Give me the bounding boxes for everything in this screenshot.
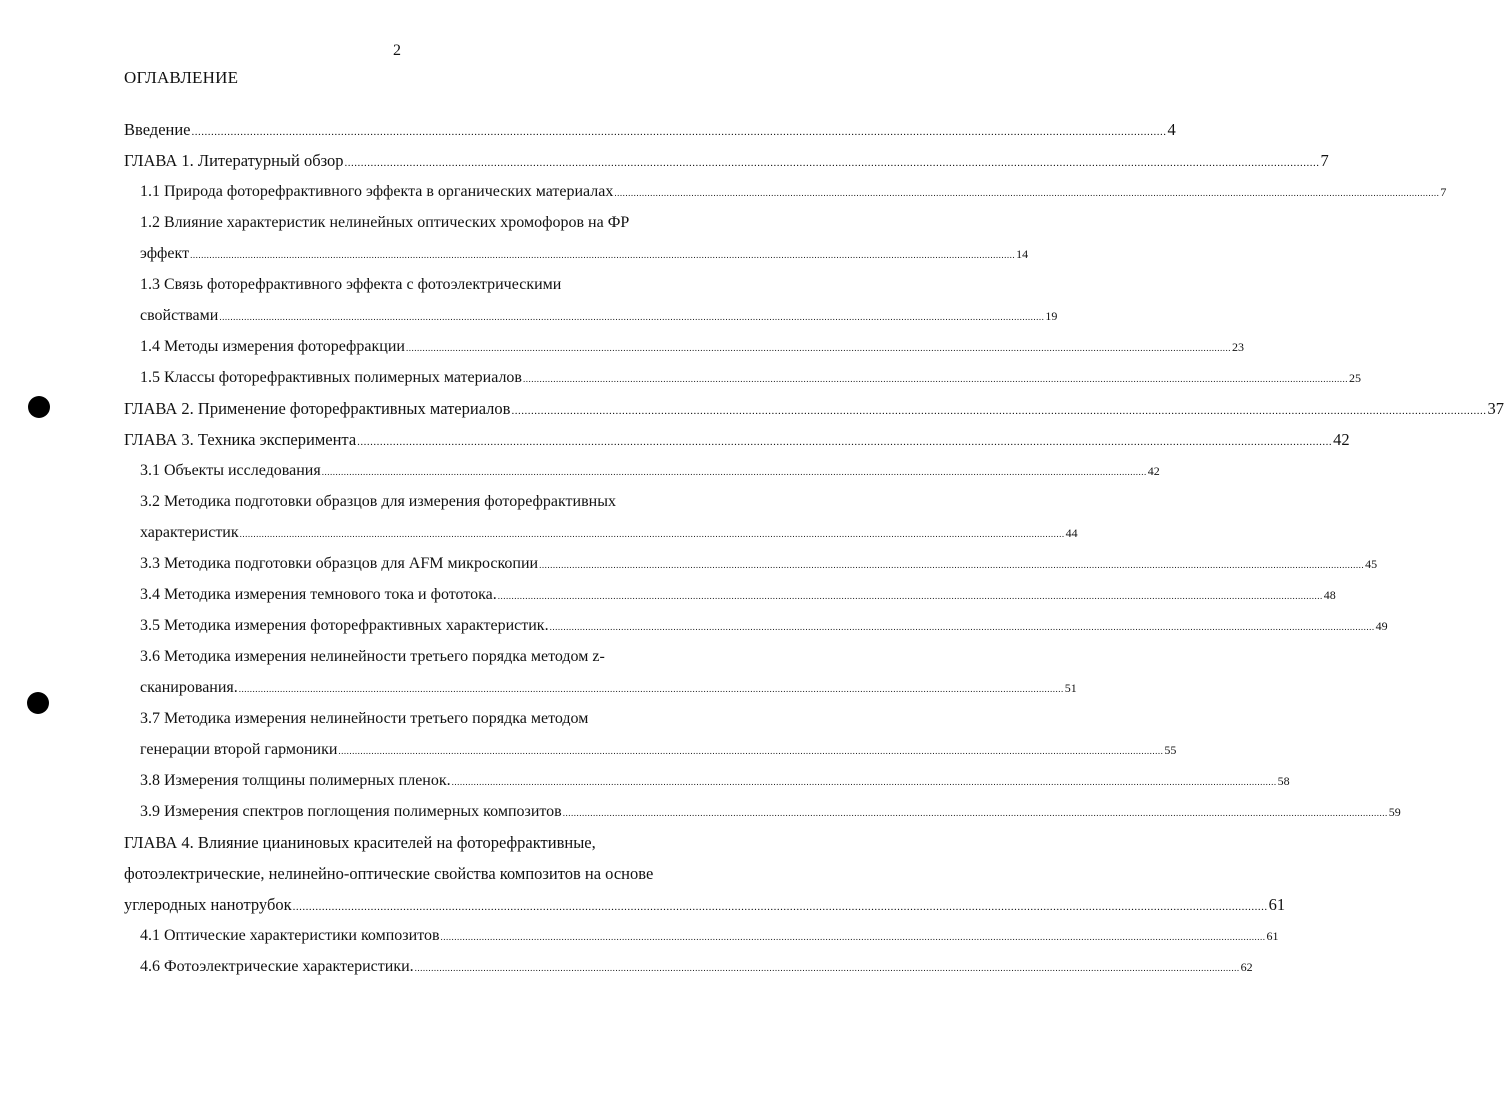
- toc-entry-section-1-4[interactable]: [0, 331, 1244, 362]
- toc-entry-title: 3.4 Методика измерения темнового тока и фототока.: [140, 586, 497, 603]
- table-of-contents: [0, 114, 1504, 982]
- toc-entry-page: 61: [1266, 929, 1279, 943]
- toc-entry-page: 58: [1277, 774, 1290, 788]
- page-number: 2: [393, 42, 401, 59]
- toc-entry-title-continued: характеристик: [140, 524, 239, 541]
- dot-leader: ............................................................................................................................................................................................................................................................................................................: [614, 188, 1440, 198]
- toc-entry-section-3-6[interactable]: [0, 641, 1077, 703]
- dot-leader: ............................................................................................................................................................................................................................................................................................................: [191, 126, 1167, 138]
- toc-entry-title: 4.6 Фотоэлектрические характеристики.: [140, 958, 414, 975]
- toc-entry-section-1-1[interactable]: [0, 176, 1447, 207]
- toc-entry-title: 4.1 Оптические характеристики композитов: [140, 927, 440, 944]
- toc-entry-title-continued: эффект: [140, 245, 190, 262]
- punch-hole: [27, 692, 49, 714]
- dot-leader: ............................................................................................................................................................................................................................................................................................................: [239, 529, 1065, 539]
- dot-leader: ............................................................................................................................................................................................................................................................................................................: [451, 777, 1277, 787]
- toc-entry-page: 37: [1487, 399, 1504, 418]
- toc-entry-section-3-3[interactable]: [0, 548, 1378, 579]
- toc-entry-title-continued: свойствами: [140, 307, 219, 324]
- dot-leader: ............................................................................................................................................................................................................................................................................................................: [414, 963, 1240, 973]
- toc-entry-section-1-2[interactable]: [0, 207, 1029, 269]
- toc-entry-section-3-5[interactable]: [0, 610, 1388, 641]
- dot-leader: ............................................................................................................................................................................................................................................................................................................: [238, 684, 1064, 694]
- dot-leader: ............................................................................................................................................................................................................................................................................................................: [539, 560, 1365, 570]
- toc-entry-title: ГЛАВА 1. Литературный обзор: [124, 151, 344, 170]
- toc-entry-section-3-1[interactable]: [0, 455, 1160, 486]
- toc-entry-title: 1.4 Методы измерения фоторефракции: [140, 338, 405, 355]
- toc-entry-section-3-9[interactable]: [0, 796, 1401, 827]
- toc-entry-title: ГЛАВА 4. Влияние цианиновых красителей на фоторефрактивные,: [124, 833, 596, 852]
- toc-entry-page: 45: [1365, 557, 1378, 571]
- toc-entry-page: 49: [1375, 619, 1388, 633]
- toc-entry-page: 7: [1440, 185, 1447, 199]
- toc-entry-page: 14: [1016, 247, 1029, 261]
- page-title: ОГЛАВЛЕНИЕ: [124, 68, 239, 87]
- toc-entry-section-3-2[interactable]: [0, 486, 1078, 548]
- toc-entry-page: 62: [1240, 960, 1253, 974]
- toc-entry-section-1-3[interactable]: [0, 269, 1058, 331]
- toc-entry-title-continued: углеродных нанотрубок: [124, 895, 292, 914]
- toc-entry-section-1-5[interactable]: [0, 362, 1361, 393]
- toc-entry-section-4-1[interactable]: [0, 920, 1279, 951]
- toc-entry-title: ГЛАВА 2. Применение фоторефрактивных материалов: [124, 399, 511, 418]
- toc-entry-section-4-6[interactable]: [0, 951, 1253, 982]
- toc-entry-title: 3.8 Измерения толщины полимерных пленок.: [140, 772, 451, 789]
- toc-entry-title: 3.3 Методика подготовки образцов для AFM микроскопии: [140, 555, 539, 572]
- dot-leader: ............................................................................................................................................................................................................................................................................................................: [338, 746, 1164, 756]
- toc-entry-title: Введение: [124, 120, 191, 139]
- toc-entry-page: 51: [1064, 681, 1077, 695]
- dot-leader: ............................................................................................................................................................................................................................................................................................................: [292, 901, 1268, 913]
- toc-entry-chapter-3[interactable]: [0, 424, 1350, 455]
- toc-entry-page: 48: [1323, 588, 1336, 602]
- toc-entry-chapter-1[interactable]: [0, 145, 1329, 176]
- toc-entry-page: 7: [1320, 151, 1329, 170]
- toc-entry-title: 3.2 Методика подготовки образцов для измерения фоторефрактивных: [140, 493, 616, 510]
- dot-leader: ............................................................................................................................................................................................................................................................................................................: [562, 808, 1388, 818]
- toc-entry-section-3-7[interactable]: [0, 703, 1177, 765]
- toc-entry-page: 61: [1268, 895, 1286, 914]
- toc-entry-page: 19: [1045, 309, 1058, 323]
- dot-leader: ............................................................................................................................................................................................................................................................................................................: [440, 932, 1266, 942]
- dot-leader: ............................................................................................................................................................................................................................................................................................................: [549, 622, 1375, 632]
- toc-entry-title-continued: генерации второй гармоники: [140, 741, 338, 758]
- dot-leader: ............................................................................................................................................................................................................................................................................................................: [321, 467, 1147, 477]
- dot-leader: ............................................................................................................................................................................................................................................................................................................: [357, 436, 1333, 448]
- toc-entry-chapter-2[interactable]: [0, 393, 1504, 424]
- toc-entry-section-3-8[interactable]: [0, 765, 1290, 796]
- toc-entry-introduction[interactable]: [0, 114, 1176, 145]
- dot-leader: ............................................................................................................................................................................................................................................................................................................: [511, 405, 1487, 417]
- dot-leader: ............................................................................................................................................................................................................................................................................................................: [219, 312, 1045, 322]
- toc-entry-page: 55: [1164, 743, 1177, 757]
- toc-entry-title: 1.1 Природа фоторефрактивного эффекта в органических материалах: [140, 183, 614, 200]
- toc-entry-title: ГЛАВА 3. Техника эксперимента: [124, 430, 357, 449]
- dot-leader: ............................................................................................................................................................................................................................................................................................................: [522, 374, 1348, 384]
- toc-entry-page: 59: [1388, 805, 1401, 819]
- toc-entry-title: 3.6 Методика измерения нелинейности третьего порядка методом z-: [140, 648, 605, 665]
- toc-entry-title: 1.5 Классы фоторефрактивных полимерных материалов: [140, 369, 522, 386]
- toc-entry-title: 1.3 Связь фоторефрактивного эффекта с фотоэлектрическими: [140, 276, 562, 293]
- punch-hole: [28, 396, 50, 418]
- toc-entry-page: 4: [1167, 120, 1176, 139]
- toc-entry-page: 23: [1231, 340, 1244, 354]
- toc-entry-chapter-4[interactable]: [0, 827, 1286, 920]
- toc-entry-page: 44: [1065, 526, 1078, 540]
- dot-leader: ............................................................................................................................................................................................................................................................................................................: [497, 591, 1323, 601]
- dot-leader: ............................................................................................................................................................................................................................................................................................................: [190, 250, 1016, 260]
- toc-entry-title: 3.9 Измерения спектров поглощения полимерных композитов: [140, 803, 562, 820]
- toc-entry-page: 42: [1147, 464, 1160, 478]
- toc-entry-title: 1.2 Влияние характеристик нелинейных оптических хромофоров на ФР: [140, 214, 630, 231]
- toc-entry-title: 3.5 Методика измерения фоторефрактивных характеристик.: [140, 617, 549, 634]
- toc-entry-title: 3.1 Объекты исследования: [140, 462, 321, 479]
- toc-entry-title-continued: фотоэлектрические, нелинейно-оптические свойства композитов на основе: [124, 864, 654, 883]
- toc-entry-page: 25: [1348, 371, 1361, 385]
- toc-entry-section-3-4[interactable]: [0, 579, 1336, 610]
- dot-leader: ............................................................................................................................................................................................................................................................................................................: [344, 157, 1320, 169]
- toc-entry-page: 42: [1333, 430, 1350, 449]
- toc-entry-title-continued: сканирования.: [140, 679, 238, 696]
- dot-leader: ............................................................................................................................................................................................................................................................................................................: [405, 343, 1231, 353]
- toc-entry-title: 3.7 Методика измерения нелинейности третьего порядка методом: [140, 710, 589, 727]
